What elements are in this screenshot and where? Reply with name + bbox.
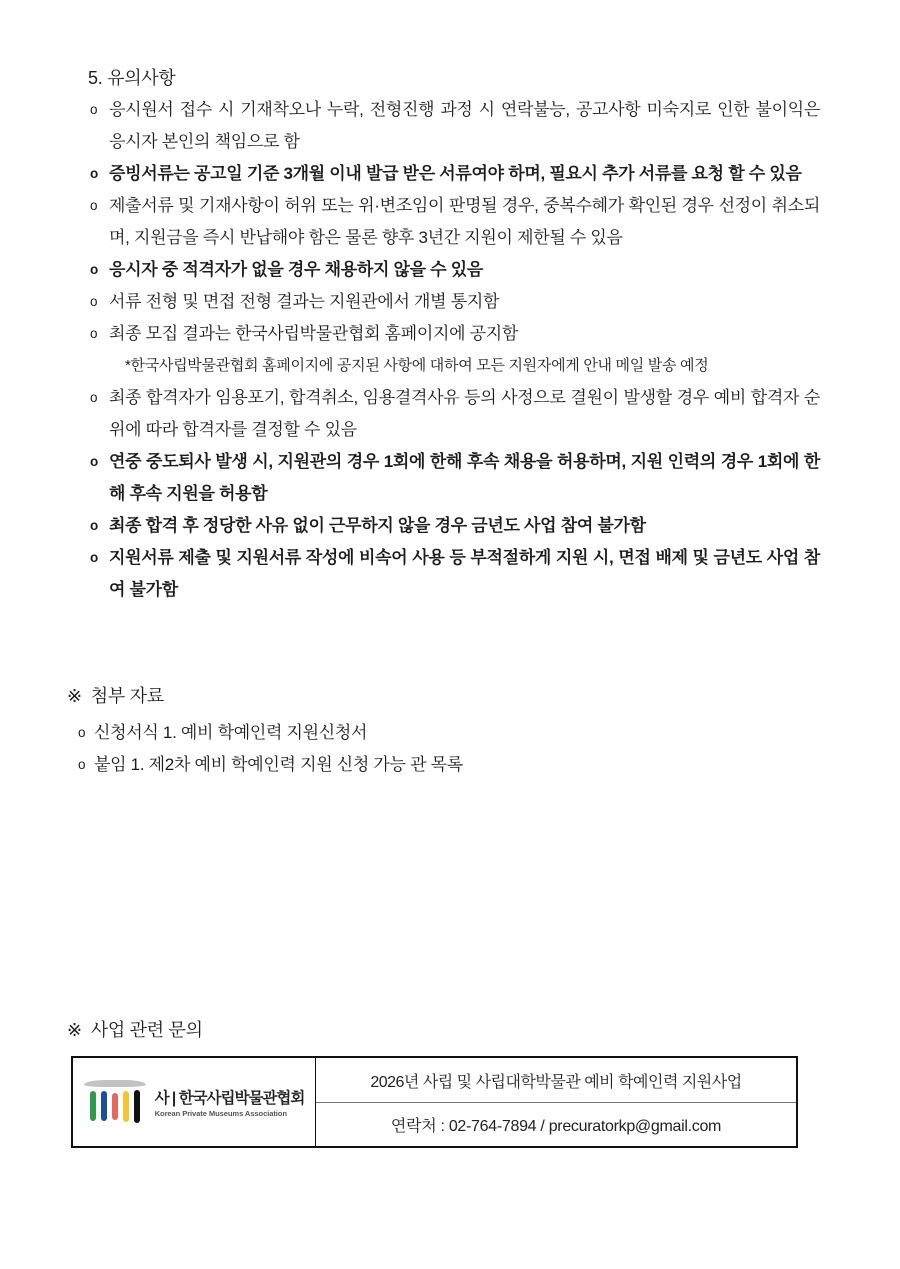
list-item-text: 신청서식 1. 예비 학예인력 지원신청서 (94, 723, 368, 742)
list-item (88, 382, 820, 446)
bullet-marker: o (90, 102, 98, 117)
notes-section (88, 62, 820, 606)
program-title-cell: 2026년 사립 및 사립대학박물관 예비 학예인력 지원사업 (370, 1073, 742, 1091)
bullet-marker: o (90, 550, 98, 565)
logo-bars (90, 1090, 140, 1124)
list-item-text: 최종 모집 결과는 한국사립박물관협회 홈페이지에 공지함 (109, 324, 519, 343)
org-names (155, 1086, 305, 1118)
contact-section (67, 1014, 822, 1148)
contact-info-cell: 연락처 : 02-764-7894 / precuratorkp@gmail.com (316, 1102, 796, 1146)
list-item-text: 응시자 중 적격자가 없을 경우 채용하지 않을 수 있음 (109, 260, 483, 279)
reference-mark-icon: ※ (67, 686, 82, 706)
org-logo-cell (73, 1058, 316, 1146)
contact-heading-label: 사업 관련 문의 (90, 1020, 203, 1040)
list-item (67, 717, 820, 749)
bullet-marker: o (90, 454, 98, 469)
contact-heading (67, 1014, 822, 1046)
list-item-text: 붙임 1. 제2차 예비 학예인력 지원 신청 가능 관 목록 (94, 755, 463, 774)
attachments-heading (67, 680, 820, 712)
list-item (88, 510, 820, 542)
list-item (88, 286, 820, 318)
bullet-marker: o (90, 518, 98, 533)
attachments-heading-label: 첨부 자료 (90, 686, 164, 706)
bullet-marker: o (90, 166, 98, 181)
list-item-text: 서류 전형 및 면접 전형 결과는 지원관에서 개별 통지함 (109, 292, 500, 311)
list-item-text: 연중 중도퇴사 발생 시, 지원관의 경우 1회에 한해 후속 채용을 허용하며, 지원 인력의 경우 1회에 한해 후속 지원을 허용함 (109, 452, 820, 503)
bullet-marker: o (90, 262, 98, 277)
list-item (88, 350, 820, 382)
list-item-text: 지원서류 제출 및 지원서류 작성에 비속어 사용 등 부적절하게 지원 시, 면접 배제 및 금년도 사업 참여 불가함 (109, 548, 820, 599)
bullet-marker: o (90, 326, 98, 341)
bullet-marker: o (78, 757, 86, 772)
notes-heading: 5. 유의사항 (88, 68, 176, 88)
logo-roof-shape (84, 1080, 146, 1087)
list-item (67, 749, 820, 781)
bullet-marker: o (90, 198, 98, 213)
list-item (88, 542, 820, 606)
list-item-text: 최종 합격 후 정당한 사유 없이 근무하지 않을 경우 금년도 사업 참여 불가함 (109, 516, 646, 535)
list-item (88, 94, 820, 158)
org-logo (84, 1080, 146, 1124)
list-item (88, 254, 820, 286)
bullet-marker: o (90, 390, 98, 405)
contact-table (71, 1056, 798, 1148)
list-item-text: 응시원서 접수 시 기재착오나 누락, 전형진행 과정 시 연락불능, 공고사항 미숙지로 인한 불이익은 응시자 본인의 책임으로 함 (109, 100, 820, 151)
list-item-text: *한국사립박물관협회 홈페이지에 공지된 사항에 대하여 모든 지원자에게 안내 메일 발송 예정 (125, 357, 709, 374)
list-item (88, 446, 820, 510)
list-item (88, 318, 820, 350)
org-name-korean: 사 | 한국사립박물관협회 (154, 1090, 305, 1107)
list-item-text: 제출서류 및 기재사항이 허위 또는 위·변조임이 판명될 경우, 중복수혜가 확인된 경우 선정이 취소되며, 지원금을 즉시 반납해야 함은 물론 향후 3년간 지원이 제한될 수 있음 (109, 196, 820, 247)
bullet-marker: o (78, 725, 86, 740)
list-item-text: 증빙서류는 공고일 기준 3개월 이내 발급 받은 서류여야 하며, 필요시 추가 서류를 요청 할 수 있음 (109, 164, 802, 183)
list-item-text: 최종 합격자가 임용포기, 합격취소, 임용결격사유 등의 사정으로 결원이 발생할 경우 예비 합격자 순위에 따라 합격자를 결정할 수 있음 (109, 388, 820, 439)
list-item (88, 158, 820, 190)
notes-list (88, 94, 820, 606)
attachments-list (67, 717, 820, 781)
reference-mark-icon: ※ (67, 1020, 82, 1040)
attachments-section (67, 680, 820, 781)
list-item (88, 190, 820, 254)
bullet-marker: o (90, 294, 98, 309)
org-name-english: Korean Private Museums Association (154, 1109, 287, 1118)
